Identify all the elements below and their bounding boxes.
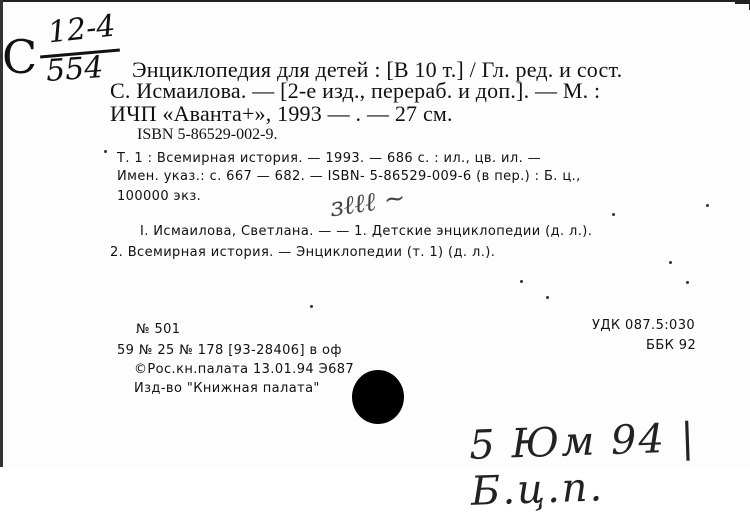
volume-line-3: 100000 экз. [117,189,202,204]
speck [104,150,107,153]
speck [520,280,523,283]
handwritten-note: 5 Юм 94 | Б.ц.п. [468,414,697,515]
volume-line-2: Имен. указ.: с. 667 — 682. — ISBN- 5-86529-009-6 (в пер.) : Б. ц., [117,169,581,184]
speck [612,213,615,216]
pencil-scribble: ɜℓℓℓ ~ [328,182,408,224]
footer-number: № 501 [136,322,181,337]
call-number-letter: С [2,30,38,84]
speck [546,296,549,299]
entry-isbn: ISBN 5-86529-002-9. [137,126,278,143]
entry-publisher-line: ИЧП «Аванта+», 1993 — . — 27 см. [110,101,453,126]
speck [706,204,709,207]
call-number-top: 12-4 [46,8,118,51]
card-top-edge [0,0,750,2]
footer-copyright: ©Рос.кн.палата 13.01.94 Э687 [134,362,355,377]
call-number-bottom: 554 [44,50,105,89]
corner-mark [735,2,750,10]
punched-hole [352,370,404,424]
speck [686,281,689,284]
speck [669,261,672,264]
footer-registration: 59 № 25 № 178 [93-28406] в оф [117,343,342,358]
tracing-line-2: 2. Всемирная история. — Энциклопедии (т. 1) (д. л.). [110,245,496,260]
speck [310,305,313,308]
udk-code: УДК 087.5:030 [592,318,696,333]
entry-responsibility-line: С. Исмаилова. — [2-е изд., перераб. и доп.]. — М. : [110,78,601,103]
volume-line-1: Т. 1 : Всемирная история. — 1993. — 686 с. : ил., цв. ил. — [117,151,542,166]
footer-publisher: Изд-во "Книжная палата" [134,381,320,396]
tracing-line-1: I. Исмаилова, Светлана. — — 1. Детские энциклопедии (д. л.). [140,224,593,239]
entry-title-line: Энциклопедия для детей : [В 10 т.] / Гл. ред. и сост. [132,57,623,82]
bbk-code: ББК 92 [646,338,697,353]
